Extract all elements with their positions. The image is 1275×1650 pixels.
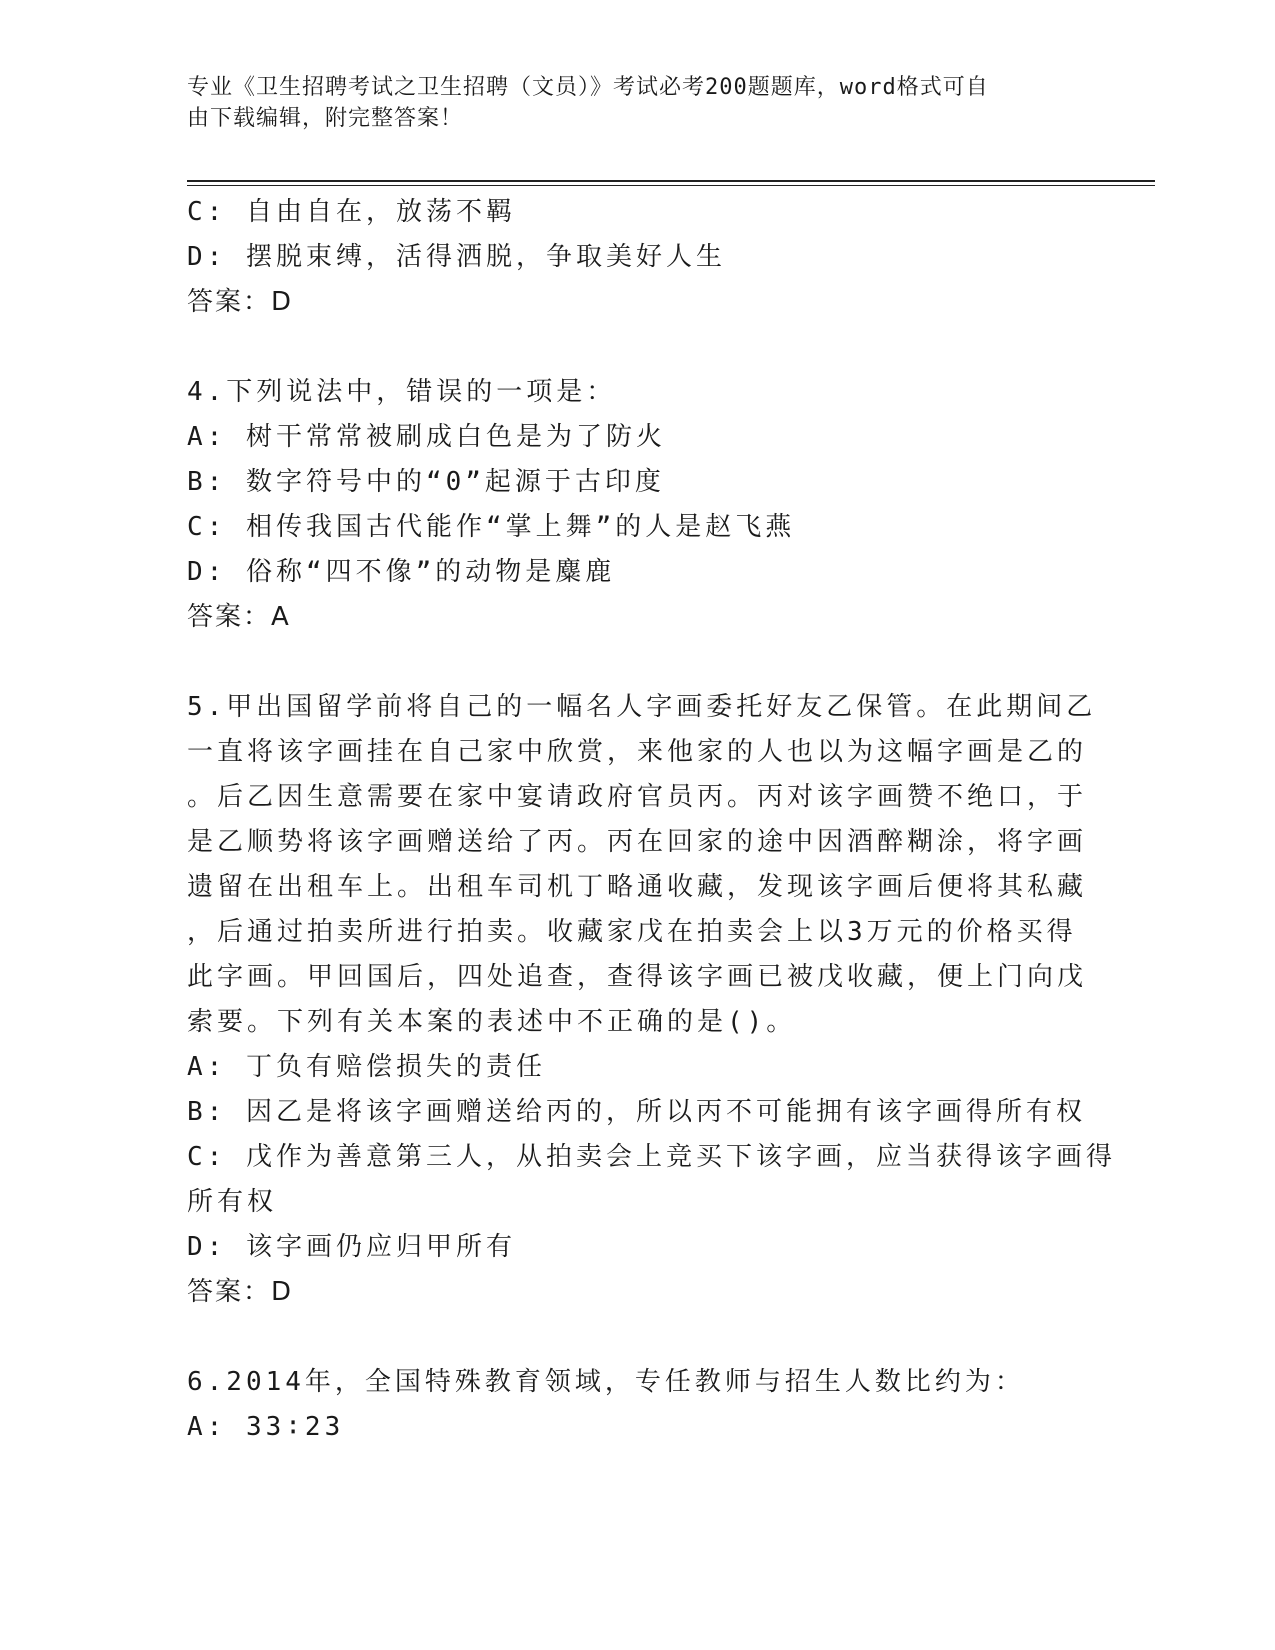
- spacer: [187, 1315, 1087, 1360]
- q5-option-c-line-1: C: 戊作为善意第三人，从拍卖会上竞买下该字画，应当获得该字画得: [187, 1142, 1116, 1172]
- q5-option-a: A: 丁负有赔偿损失的责任: [187, 1052, 546, 1082]
- question-6: [187, 1360, 1087, 1450]
- q4-option-b: B: 数字符号中的“0”起源于古印度: [187, 467, 665, 497]
- document-header: [187, 72, 1067, 134]
- q4-option-d: D: 俗称“四不像”的动物是麋鹿: [187, 557, 616, 587]
- spacer: [187, 325, 1087, 370]
- q4-option-c: C: 相传我国古代能作“掌上舞”的人是赵飞燕: [187, 512, 796, 542]
- header-line-2: 由下载编辑，附完整答案！: [187, 106, 464, 131]
- q5-stem-line: 一直将该字画挂在自己家中欣赏，来他家的人也以为这幅字画是乙的: [187, 737, 1088, 767]
- q3-option-c: C: 自由自在，放荡不羁: [187, 197, 516, 227]
- q5-stem-line: 索要。下列有关本案的表述中不正确的是()。: [187, 1007, 797, 1037]
- q5-option-d: D: 该字画仍应归甲所有: [187, 1232, 516, 1262]
- q5-option-b: B: 因乙是将该字画赠送给丙的，所以丙不可能拥有该字画得所有权: [187, 1097, 1086, 1127]
- header-divider-thick: [187, 180, 1155, 182]
- q5-stem-line: 。后乙因生意需要在家中宴请政府官员丙。丙对该字画赞不绝口，于: [187, 782, 1088, 812]
- q3-option-d: D: 摆脱束缚，活得洒脱，争取美好人生: [187, 242, 726, 272]
- spacer: [187, 640, 1087, 685]
- q5-stem-line: 遗留在出租车上。出租车司机丁略通收藏，发现该字画后便将其私藏: [187, 872, 1088, 902]
- question-3-tail: [187, 190, 1087, 325]
- question-4: [187, 370, 1087, 640]
- q4-stem: 4.下列说法中，错误的一项是：: [187, 377, 617, 407]
- q6-stem: 6.2014年，全国特殊教育领域，专任教师与招生人数比约为：: [187, 1367, 1025, 1397]
- header-divider-thin: [187, 185, 1155, 186]
- q3-answer: 答案：D: [187, 287, 294, 317]
- q5-stem-line: 此字画。甲回国后，四处追查，查得该字画已被戊收藏，便上门向戊: [187, 962, 1088, 992]
- header-line-1: 专业《卫生招聘考试之卫生招聘（文员）》考试必考200题题库，word格式可自: [187, 75, 989, 100]
- q4-option-a: A: 树干常常被刷成白色是为了防火: [187, 422, 666, 452]
- q5-stem-line: ，后通过拍卖所进行拍卖。收藏家戊在拍卖会上以3万元的价格买得: [187, 917, 1077, 947]
- q6-option-a: A: 33∶23: [187, 1412, 345, 1442]
- q5-stem-line: 是乙顺势将该字画赠送给了丙。丙在回家的途中因酒醉糊涂，将字画: [187, 827, 1088, 857]
- q5-stem-line: 5.甲出国留学前将自己的一幅名人字画委托好友乙保管。在此期间乙: [187, 692, 1097, 722]
- question-content: [187, 190, 1116, 1450]
- q5-option-c-line-2: 所有权: [187, 1187, 278, 1217]
- q4-answer: 答案：A: [187, 602, 291, 632]
- question-5: [187, 685, 1116, 1315]
- q5-answer: 答案：D: [187, 1277, 294, 1307]
